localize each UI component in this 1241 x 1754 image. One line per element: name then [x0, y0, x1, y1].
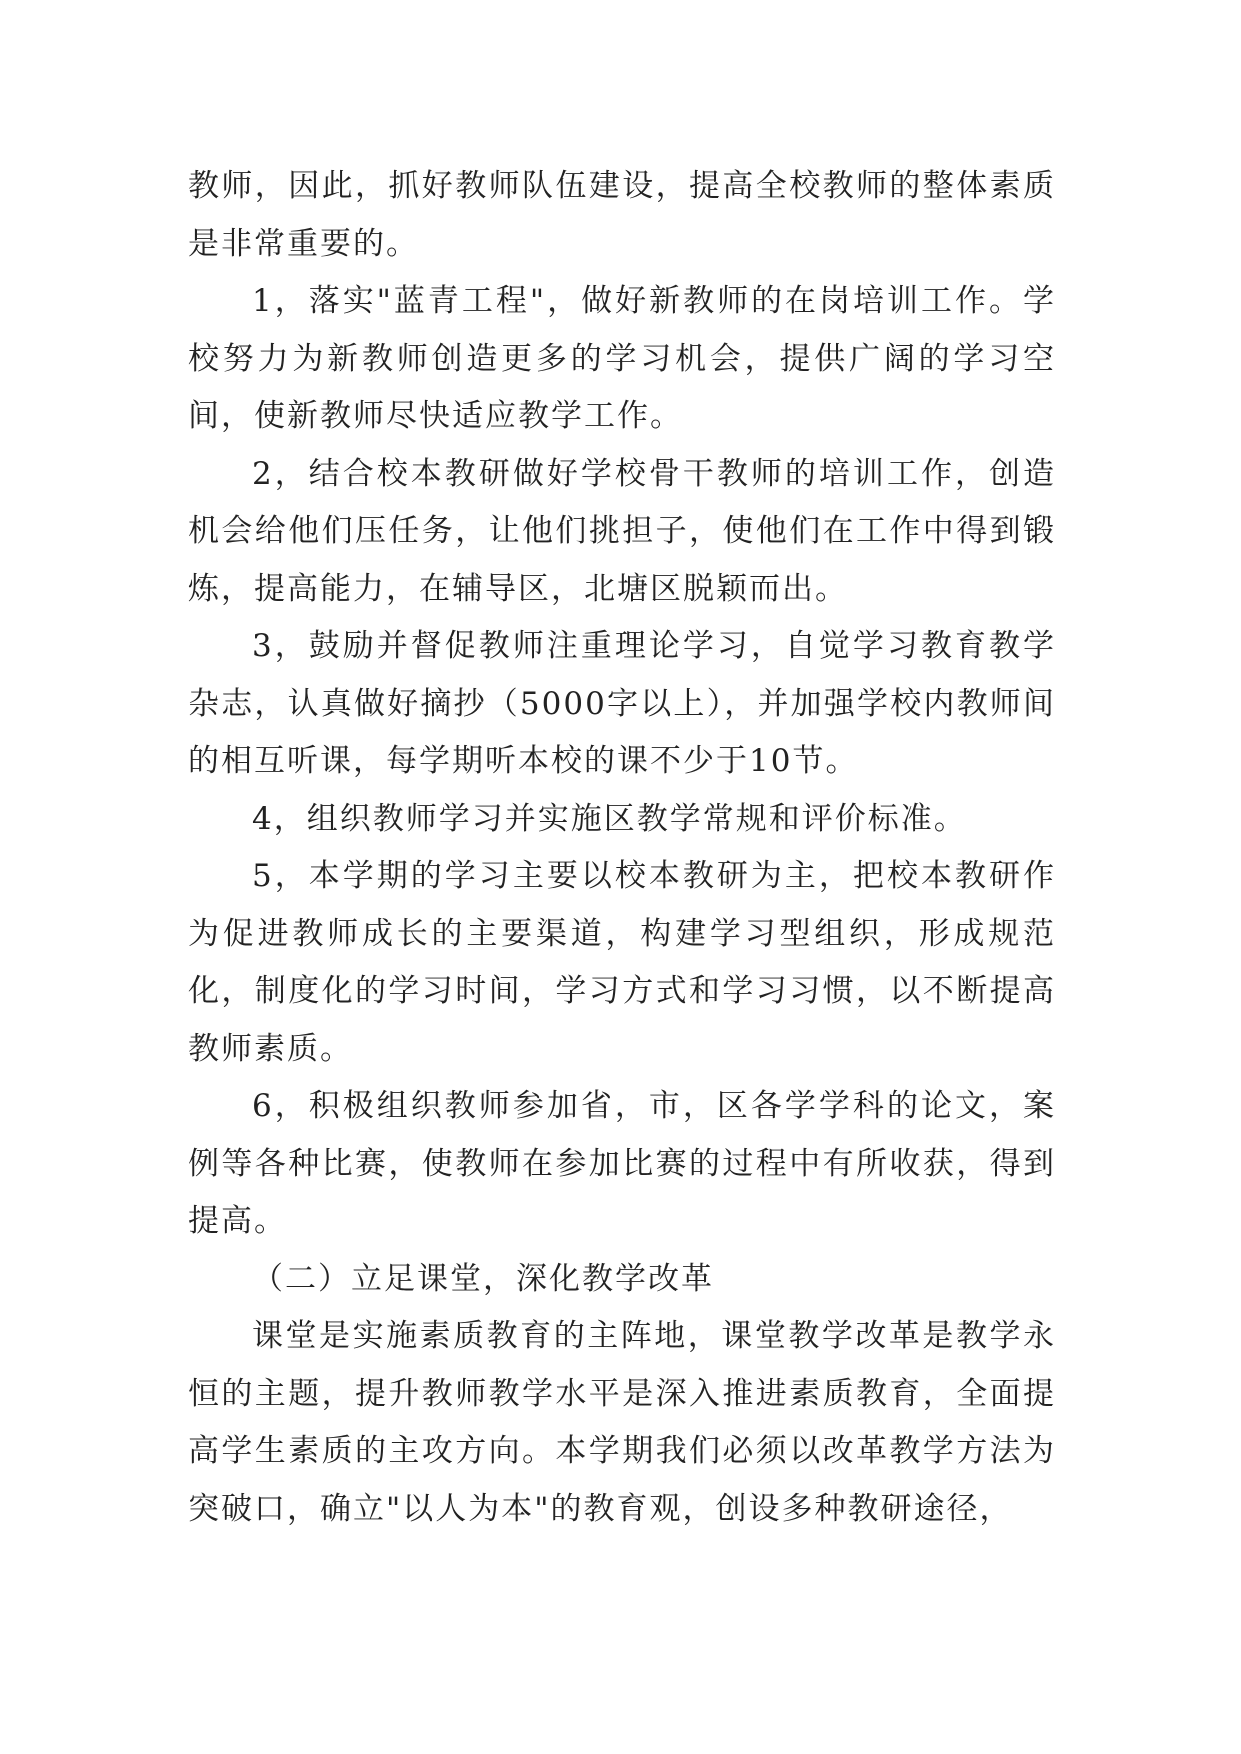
- paragraph-item-4: 4，组织教师学习并实施区教学常规和评价标准。: [252, 800, 967, 837]
- paragraph-item-2: 2，结合校本教研做好学校骨干教师的培训工作，创造机会给他们压任务，让他们挑担子，使他们在工作中得到锻炼，提高能力，在辅导区，北塘区脱颖而出。: [188, 455, 1056, 607]
- paragraph-item-6: 6，积极组织教师参加省，市，区各学学科的论文，案例等各种比赛，使教师在参加比赛的过程中有所收获，得到提高。: [188, 1088, 1056, 1239]
- paragraph-continuation: 教师，因此，抓好教师队伍建设，提高全校教师的整体素质是非常重要的。: [188, 168, 1056, 262]
- paragraph-item-3: 3，鼓励并督促教师注重理论学习，自觉学习教育教学杂志，认真做好摘抄（5000字以上），并加强学校内教师间的相互听课，每学期听本校的课不少于10节。: [188, 628, 1056, 779]
- paragraph-item-1: 1，落实"蓝青工程"，做好新教师的在岗培训工作。学校努力为新教师创造更多的学习机会，提供广阔的学习空间，使新教师尽快适应教学工作。: [188, 283, 1056, 434]
- paragraph-item-5: 5，本学期的学习主要以校本教研为主，把校本教研作为促进教师成长的主要渠道，构建学习型组织，形成规范化，制度化的学习时间，学习方式和学习习惯，以不断提高教师素质。: [188, 858, 1056, 1067]
- document-body: [188, 158, 1056, 1538]
- section-heading: （二）立足课堂，深化教学改革: [252, 1260, 714, 1297]
- paragraph-classroom-reform: 课堂是实施素质教育的主阵地，课堂教学改革是教学永恒的主题，提升教师教学水平是深入推进素质教育，全面提高学生素质的主攻方向。本学期我们必须以改革教学方法为突破口，确立"以人为本"的教育观，创设多种教研途径，: [188, 1318, 1056, 1527]
